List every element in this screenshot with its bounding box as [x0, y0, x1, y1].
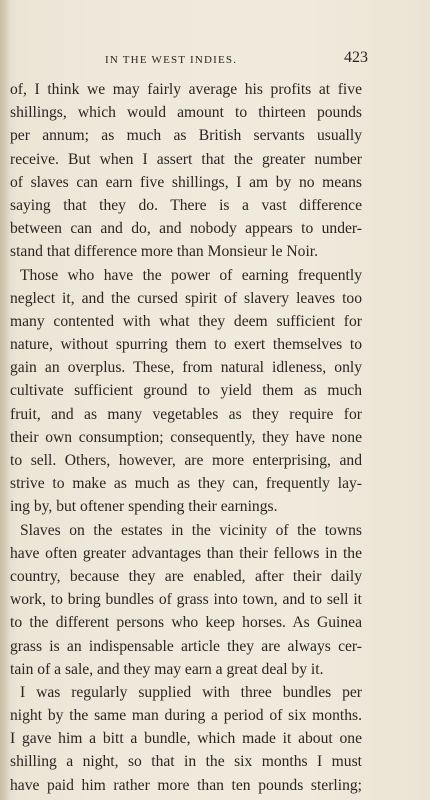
text-line: I was regularly supplied with three bundles per [20, 683, 362, 701]
text-line: tain of a sale, and they may earn a great deal by it. [10, 660, 324, 678]
text-line: of, I think we may fairly average his profits at five [10, 81, 362, 98]
text-line: Slaves on the estates in the vicinity of the towns [20, 521, 362, 539]
text-line: many contented with what they deem sufficient for [10, 312, 362, 330]
text-line: night by the same man during a period of six months. [10, 707, 362, 725]
text-line: per annum; as much as British servants usually [10, 127, 362, 145]
binding-gutter [0, 0, 10, 800]
text-line: of slaves can earn five shillings, I am by no means [10, 173, 362, 191]
text-line: between can and do, and nobody appears to under- [10, 220, 362, 238]
text-line: their own consumption; consequently, they have none [10, 428, 362, 446]
text-line: nature, without spurring them to exert themselves to [10, 336, 362, 354]
text-line: to the different persons who keep horses. As Guinea [10, 614, 362, 632]
text-line: have paid him rather more than ten pounds sterling; [10, 776, 362, 794]
text-line: saying that they do. There is a vast difference [10, 196, 362, 214]
text-line: have often greater advantages than their fellows in the [10, 544, 362, 562]
text-line: to sell. Others, however, are more enterprising, and [10, 452, 362, 469]
text-line: ing by, but oftener spending their earnings. [10, 498, 278, 516]
page-number: 423 [344, 49, 368, 66]
running-head: IN THE WEST INDIES. [105, 54, 238, 66]
text-line: gain an overplus. These, from natural idleness, only [10, 359, 362, 377]
page-header [0, 49, 430, 69]
text-line: strive to make as much as they can, frequently lay- [10, 475, 362, 493]
text-line: cultivate sufficient ground to yield them as much [10, 382, 362, 400]
text-line: neglect it, and the cursed spirit of slavery leaves too [10, 289, 362, 307]
text-line: Those who have the power of earning frequently [20, 266, 362, 284]
text-line: shillings, which would amount to thirteen pounds [10, 104, 362, 122]
text-line: country, because they are enabled, after their daily [10, 567, 362, 585]
text-line: fruit, and as many vegetables as they require for [10, 405, 362, 423]
text-line: work, to bring bundles of grass into town, and to sell it [10, 591, 362, 609]
text-line: stand that difference more than Monsieur le Noir. [10, 243, 319, 261]
text-line: shilling a night, so that in the six months I must [10, 753, 362, 771]
body-text [10, 78, 362, 797]
text-line: receive. But when I assert that the greater number [10, 150, 362, 168]
text-line: grass is an indispensable article they are always cer- [10, 637, 362, 655]
text-line: I gave him a bitt a bundle, which made it about one [10, 730, 362, 748]
